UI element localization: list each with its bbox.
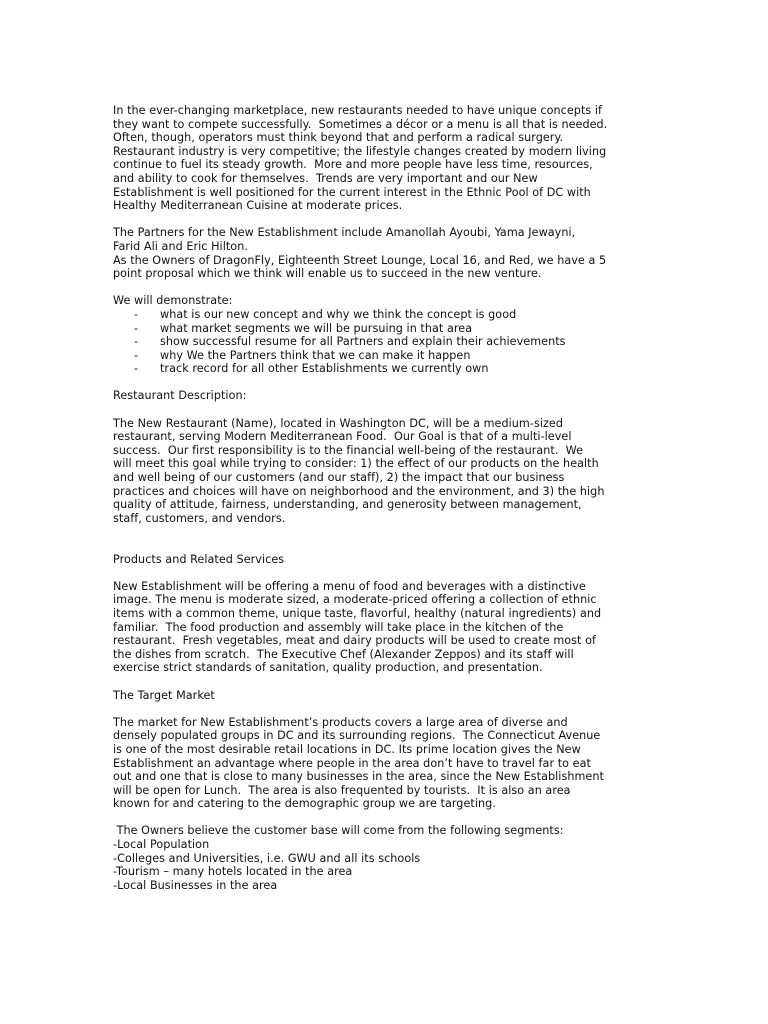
- text-line: Farid Ali and Eric Hilton.: [113, 239, 248, 253]
- text-line: The market for New Establishment’s products covers a large area of diverse and: [113, 715, 568, 729]
- text-line: staff, customers, and vendors.: [113, 511, 286, 525]
- text-line: Establishment an advantage where people in the area don’t have to travel far to eat: [113, 756, 591, 770]
- text-line: will be open for Lunch. The area is also frequented by tourists. It is also an area: [113, 783, 571, 797]
- spacer: [113, 281, 743, 295]
- text-line: densely populated groups in DC and its surrounding regions. The Connecticut Avenue: [113, 729, 601, 743]
- bullet-dash: -: [134, 307, 139, 321]
- text-line: familiar. The food production and assembly will take place in the kitchen of the: [113, 620, 564, 634]
- text-line: As the Owners of DragonFly, Eighteenth Street Lounge, Local 16, and Red, we have a 5: [113, 253, 607, 267]
- text-line: out and one that is close to many businesses in the area, since the New Establishment: [113, 770, 604, 784]
- bullet-dash: -: [134, 362, 139, 376]
- text-line: success. Our first responsibility is to the financial well-being of the restaurant. We: [113, 443, 584, 457]
- text-line: New Establishment will be offering a menu of food and beverages with a distinctive: [113, 579, 586, 593]
- text-line: quality of attitude, fairness, understanding, and generosity between management,: [113, 498, 582, 512]
- list-item: -Local Businesses in the area: [113, 878, 278, 892]
- list-item-text: why We the Partners think that we can make it happen: [160, 348, 471, 362]
- demonstrate-list: [113, 308, 743, 376]
- bullet-dash: -: [134, 348, 139, 362]
- spacer: [113, 566, 743, 580]
- partners-paragraph: [113, 226, 743, 280]
- text-line: Restaurant industry is very competitive; the lifestyle changes created by modern living: [113, 144, 607, 158]
- text-line: point proposal which we think will enable us to succeed in the new venture.: [113, 267, 542, 281]
- text-line: is one of the most desirable retail locations in DC. Its prime location gives the New: [113, 742, 581, 756]
- text-line: Often, though, operators must think beyond that and perform a radical surgery.: [113, 131, 564, 145]
- spacer: [113, 702, 743, 716]
- bullet-dash: -: [134, 335, 139, 349]
- restaurant-description-heading: Restaurant Description:: [113, 389, 247, 403]
- list-item-text: track record for all other Establishments we currently own: [160, 362, 489, 376]
- text-line: Establishment is well positioned for the current interest in the Ethnic Pool of DC with: [113, 185, 591, 199]
- text-line: known for and catering to the demographic group we are targeting.: [113, 797, 496, 811]
- list-item-text: show successful resume for all Partners and explain their achievements: [160, 335, 566, 349]
- text-line: In the ever-changing marketplace, new restaurants needed to have unique concepts if: [113, 104, 603, 117]
- spacer: [113, 213, 743, 227]
- segments-intro: The Owners believe the customer base will come from the following segments:: [113, 824, 564, 838]
- list-item: -Local Population: [113, 838, 210, 852]
- text-line: continue to fuel its steady growth. More and more people have less time, resources,: [113, 158, 593, 172]
- text-line: they want to compete successfully. Sometimes a décor or a menu is all that is needed.: [113, 117, 608, 131]
- list-item-text: what is our new concept and why we think the concept is good: [160, 307, 517, 321]
- text-line: The New Restaurant (Name), located in Washington DC, will be a medium-sized: [113, 416, 563, 430]
- spacer: [113, 403, 743, 417]
- list-item-text: what market segments we will be pursuing in that area: [160, 321, 473, 335]
- spacer: [113, 675, 743, 689]
- segments-list: [113, 838, 743, 892]
- text-line: restaurant, serving Modern Mediterranean Food. Our Goal is that of a multi-level: [113, 430, 572, 444]
- text-line: practices and choices will have on neighborhood and the environment, and 3) the high: [113, 484, 605, 498]
- list-item: [113, 308, 743, 322]
- text-line: and ability to cook for themselves. Trends are very important and our New: [113, 171, 538, 185]
- bullet-dash: -: [134, 321, 139, 335]
- text-line: The Partners for the New Establishment include Amanollah Ayoubi, Yama Jewayni,: [113, 226, 576, 240]
- products-heading: Products and Related Services: [113, 552, 285, 566]
- text-line: Healthy Mediterranean Cuisine at moderate prices.: [113, 199, 403, 213]
- target-market-paragraph: [113, 716, 743, 811]
- target-market-heading: The Target Market: [113, 688, 215, 702]
- text-line: image. The menu is moderate sized, a moderate-priced offering a collection of ethnic: [113, 593, 597, 607]
- spacer: [113, 376, 743, 390]
- spacer: [113, 811, 743, 825]
- spacer: [113, 525, 743, 552]
- text-line: restaurant. Fresh vegetables, meat and dairy products will be used to create most of: [113, 634, 596, 648]
- list-item: [113, 362, 743, 376]
- text-line: items with a common theme, unique taste, flavorful, healthy (natural ingredients) and: [113, 606, 602, 620]
- list-item: [113, 335, 743, 349]
- text-line: the dishes from scratch. The Executive Chef (Alexander Zeppos) and its staff will: [113, 647, 574, 661]
- products-paragraph: [113, 580, 743, 675]
- list-item: -Tourism – many hotels located in the area: [113, 865, 353, 879]
- list-item: [113, 349, 743, 363]
- text-line: will meet this goal while trying to consider: 1) the effect of our products on the health: [113, 457, 599, 471]
- intro-paragraph: [113, 104, 743, 213]
- restaurant-description-paragraph: [113, 417, 743, 526]
- text-line: exercise strict standards of sanitation, quality production, and presentation.: [113, 661, 543, 675]
- list-item: [113, 322, 743, 336]
- document-page: [113, 104, 743, 892]
- demonstrate-heading: We will demonstrate:: [113, 294, 233, 308]
- text-line: and well being of our customers (and our staff), 2) the impact that our business: [113, 471, 565, 485]
- list-item: -Colleges and Universities, i.e. GWU and all its schools: [113, 851, 421, 865]
